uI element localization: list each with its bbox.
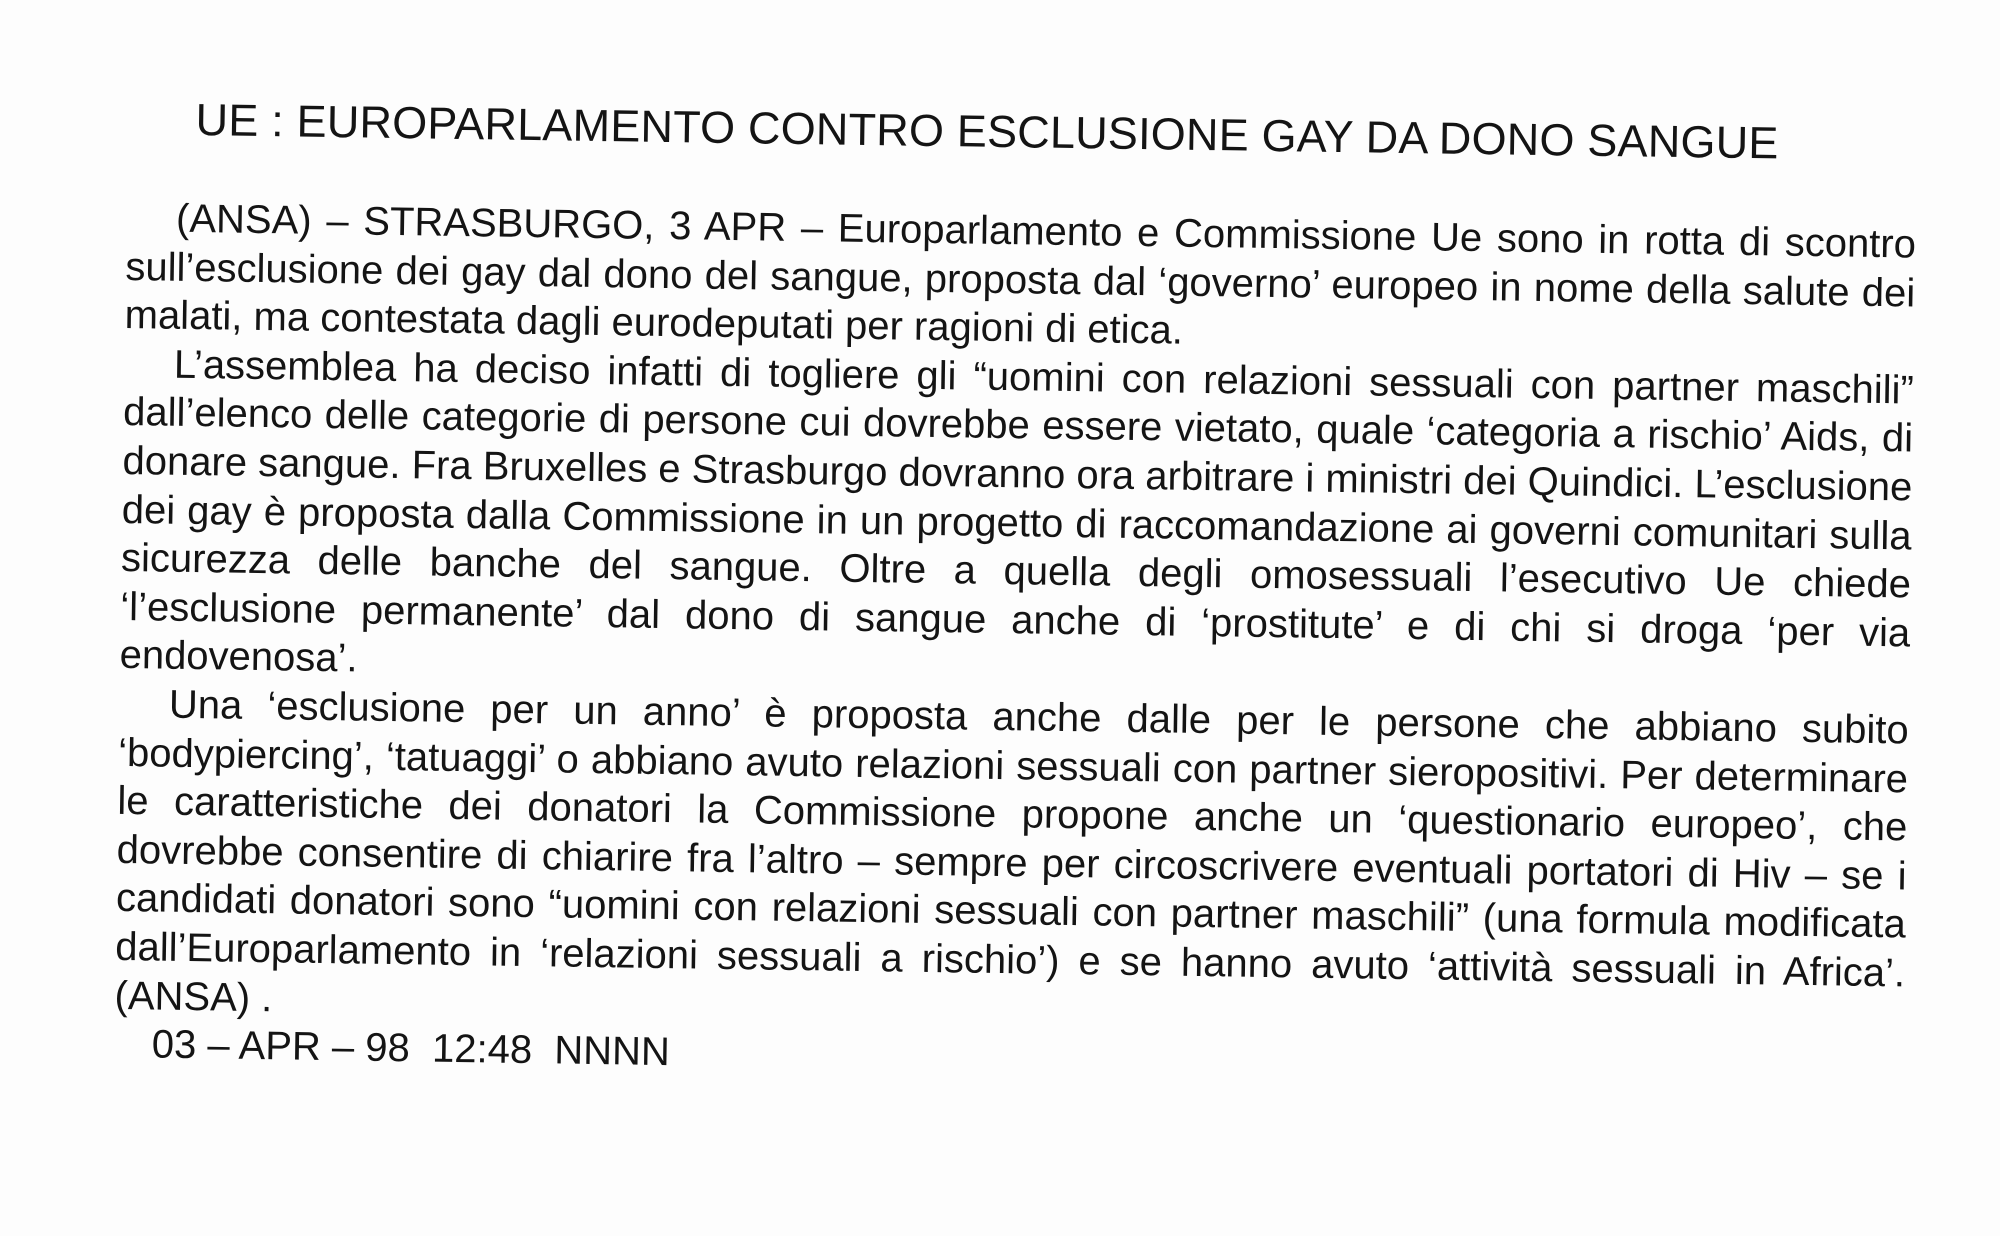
news-dispatch bbox=[114, 92, 1918, 1095]
paragraph-intro: (ANSA) – STRASBURGO, 3 APR – Europarlamento e Commissione Ue sono in rotta di scontro sull’esclusione dei gay dal dono del sangue, proposta dal ‘governo’ europeo in nome della salute dei malati, ma contestata dagli eurodeputati per ragioni di etica. bbox=[124, 196, 1917, 353]
dateline-footer: 03 – APR – 98 12:48 NNNN bbox=[151, 1022, 671, 1075]
headline: UE : EUROPARLAMENTO CONTRO ESCLUSIONE GAY DA DONO SANGUE bbox=[195, 94, 1779, 169]
paragraph-assembly: L’assemblea ha deciso infatti di togliere gli “uomini con relazioni sessuali con partner maschili” dall’elenco delle categorie di persone cui dovrebbe essere vietato, quale ‘categoria a rischio’ Aids, di donare sangue. Fra Bruxelles e Strasburgo dovranno ora arbitrare i ministri dei Quindici. L’esclusione dei gay è proposta dalla Commissione in un progetto di raccomandazione ai governi comunitari sulla sicurezza delle banche del sangue. Oltre a quella degli omosessuali l’esecutivo Ue chiede ‘l’esclusione permanente’ dal dono di sangue anche di ‘prostitute’ e di chi si droga ‘per via endovenosa’. bbox=[119, 342, 1915, 681]
article-body bbox=[114, 194, 1917, 1095]
paragraph-exclusion: Una ‘esclusione per un anno’ è proposta anche dalle per le persone che abbiano subito ‘bodypiercing’, ‘tatuaggi’ o abbiano avuto relazioni sessuali con partner sieropositivi. Per determinare le caratteristiche dei donatori la Commissione propone anche un ‘questionario europeo’, che dovrebbe consentire di chiarire fra l’altro – sempre per circoscrivere eventuali portatori di Hiv – se i candidati donatori sono “uomini con relazioni sessuali con partner maschili” (una formula modificata dall’Europarlamento in ‘relazioni sessuali a rischio’) e se hanno avuto ‘attività sessuali in Africa’. (ANSA) . bbox=[114, 682, 1910, 1020]
